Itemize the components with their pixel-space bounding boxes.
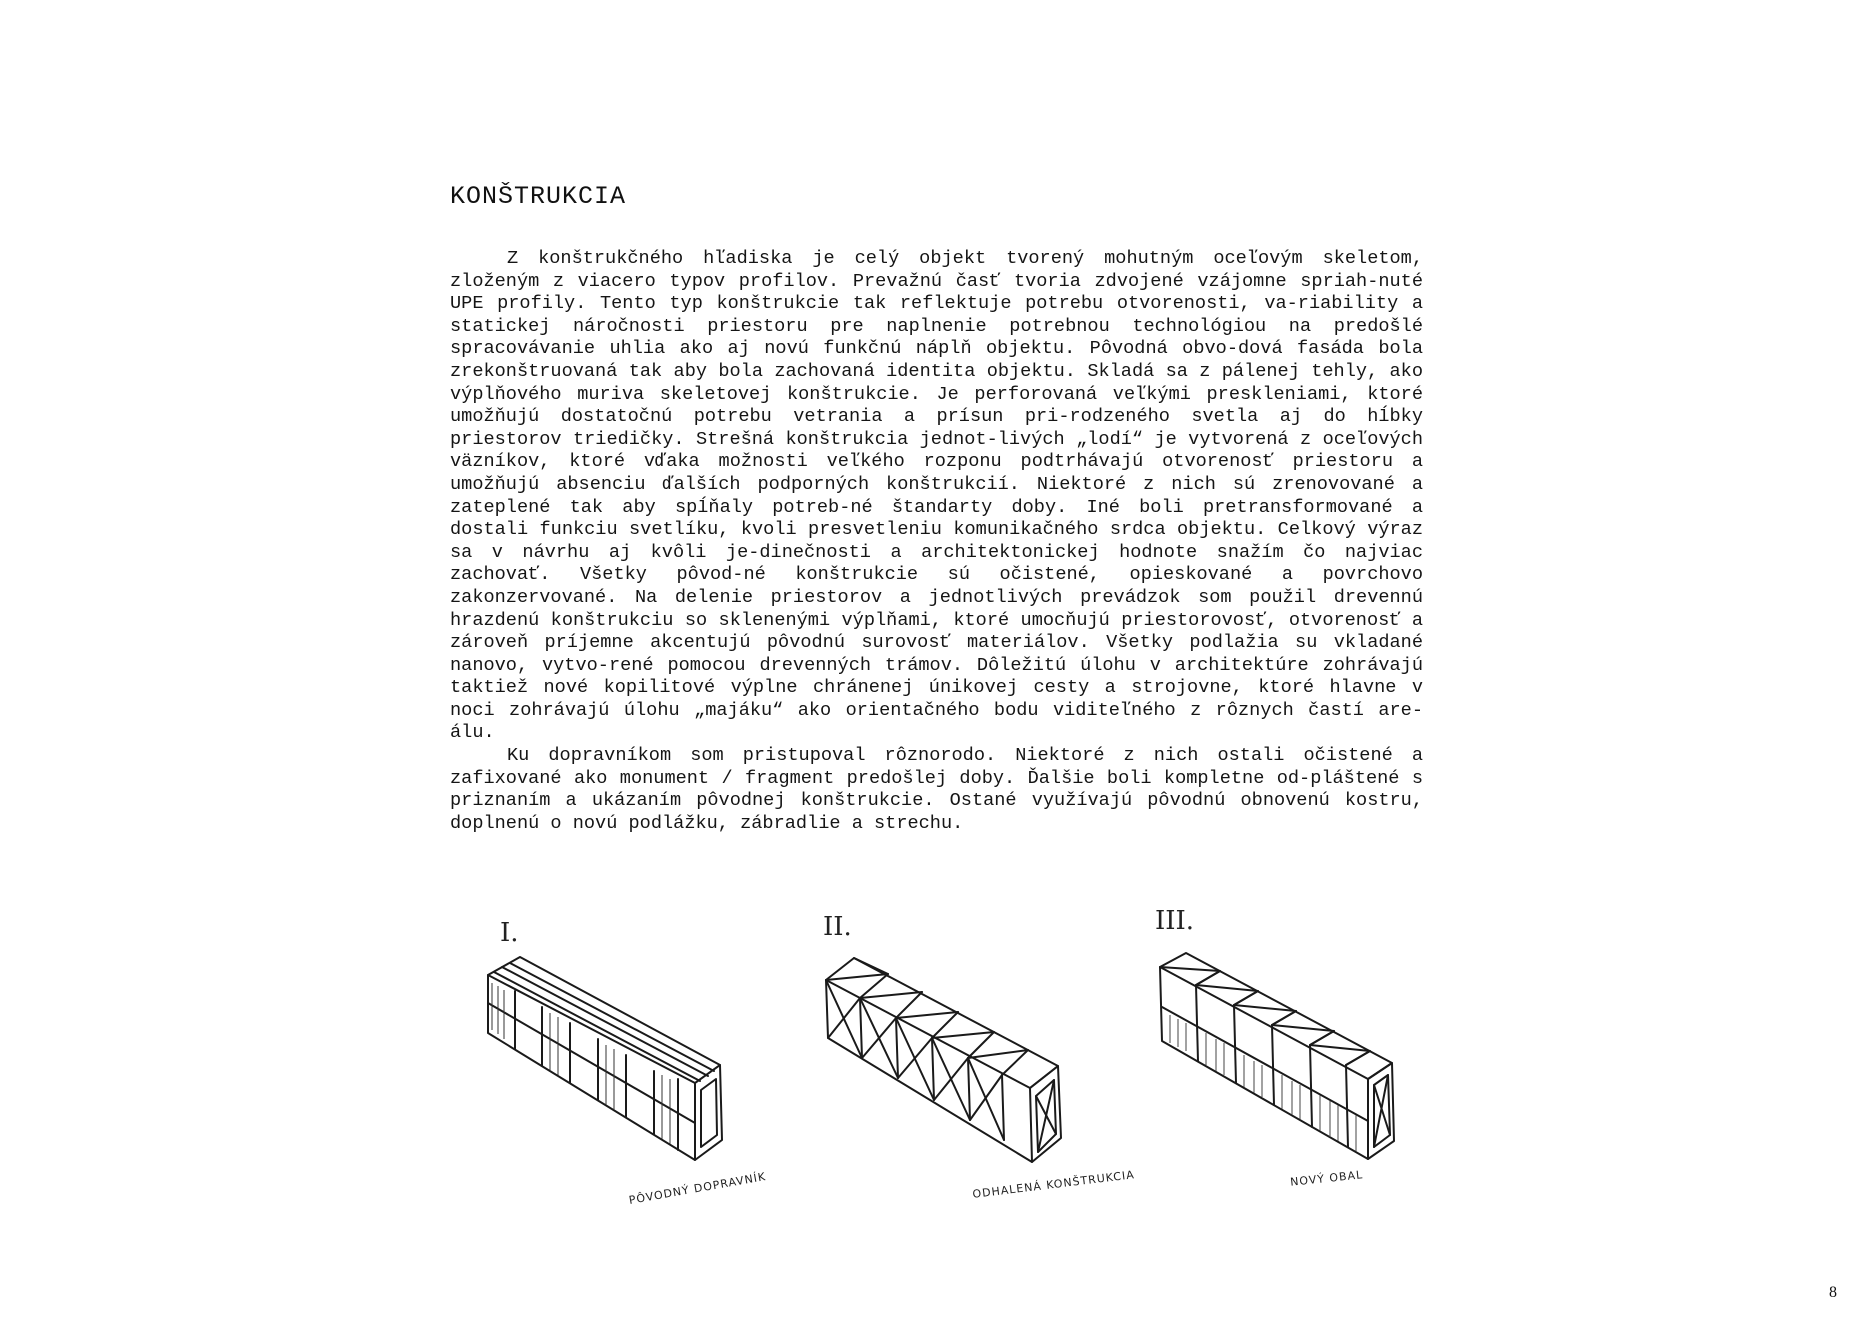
figure-2-numeral: II.	[823, 912, 852, 942]
conveyor-exposed-structure-sketch-icon	[818, 948, 1070, 1170]
figure-1-caption: PÔVODNÝ DOPRAVNÍK	[627, 1170, 768, 1207]
conveyor-new-envelope-sketch-icon	[1150, 945, 1402, 1167]
page-number: 8	[1829, 1284, 1837, 1301]
paragraph-1: Z konštrukčného hľadiska je celý objekt tvorený mohutným oceľovým skeletom, zloženým z viacero typov profilov. Prevažnú časť tvoria zdvojené vzájomne spriah-nuté UPE profily. Tento typ konštrukcie tak reflektuje potrebu otvorenosti, va-riability a statickej náročnosti priestoru pre naplnenie potrebnou technológiou na predošlé spracovávanie uhlia ako aj novú funkčnú náplň objektu. Pôvodná obvo-dová fasáda bola zrekonštruovaná tak aby bola zachovaná identita objektu. Skladá sa z pálenej tehly, ako výplňového muriva skeletovej konštrukcie. Je perforovaná veľkými preskleniami, ktoré umožňujú dostatočnú potrebu vetrania a prísun pri-rodzeného svetla aj do hĺbky priestorov triedičky. Strešná konštrukcia jednot-livých „lodí“ je vytvorená z oceľových väzníkov, ktoré vďaka možnosti veľkého rozponu podtrhávajú otvorenosť priestoru a umožňujú absenciu ďalších podporných konštrukcií. Niektoré z nich sú zrenovované a zateplené tak aby spĺňaly potreb-né štandarty doby. Iné boli pretransformované a dostali funkciu svetlíku, kvoli presvetleniu komunikačného srdca objektu. Celkový výraz sa v návrhu aj kvôli je-dinečnosti a architektonickej hodnote snažím čo najviac zachovať. Všetky pôvod-né konštrukcie sú očistené, opieskované a povrchovo zakonzervované. Na delenie priestorov a jednotlivých prevádzok som použil drevennú hrazdenú konštrukciu so sklenenými výplňami, ktoré umocňujú priestorovosť, otvorenosť a zároveň príjemne akcentujú pôvodnú surovosť materiálov. Všetky podlažia su vkladané nanovo, vytvo-rené pomocou drevenných trámov. Dôležitú úlohu v architektúre zohrávajú taktiež nové kopilitové výplne chránenej únikovej cesty a strojovne, ktoré hlavne v noci zohrávajú úlohu „majáku“ ako orientačného bodu viditeľného z rôznych častí are-álu.	[450, 248, 1423, 744]
paragraph-2: Ku dopravníkom som pristupoval rôznorodo. Niektoré z nich ostali očistené a zafixované ako monument / fragment predošlej doby. Ďalšie boli kompletne od-pláštené s priznaním a ukázaním pôvodnej konštrukcie. Ostané využívajú pôvodnú obnovenú kostru, doplnenú o novú podlážku, zábradlie a strechu.	[450, 745, 1423, 834]
section-title: KONŠTRUKCIA	[450, 182, 627, 211]
figure-1-sketch	[480, 955, 730, 1170]
body-text	[450, 248, 1423, 835]
figure-3-numeral: III.	[1155, 906, 1195, 936]
conveyor-original-sketch-icon	[480, 955, 730, 1170]
figure-3-caption: NOVÝ OBAL	[1289, 1168, 1364, 1189]
figure-3-sketch	[1150, 945, 1402, 1167]
figure-2-sketch	[818, 948, 1070, 1170]
figure-1-numeral: I.	[500, 918, 519, 948]
figure-2-caption: ODHALENÁ KONŠTRUKCIA	[971, 1168, 1136, 1201]
